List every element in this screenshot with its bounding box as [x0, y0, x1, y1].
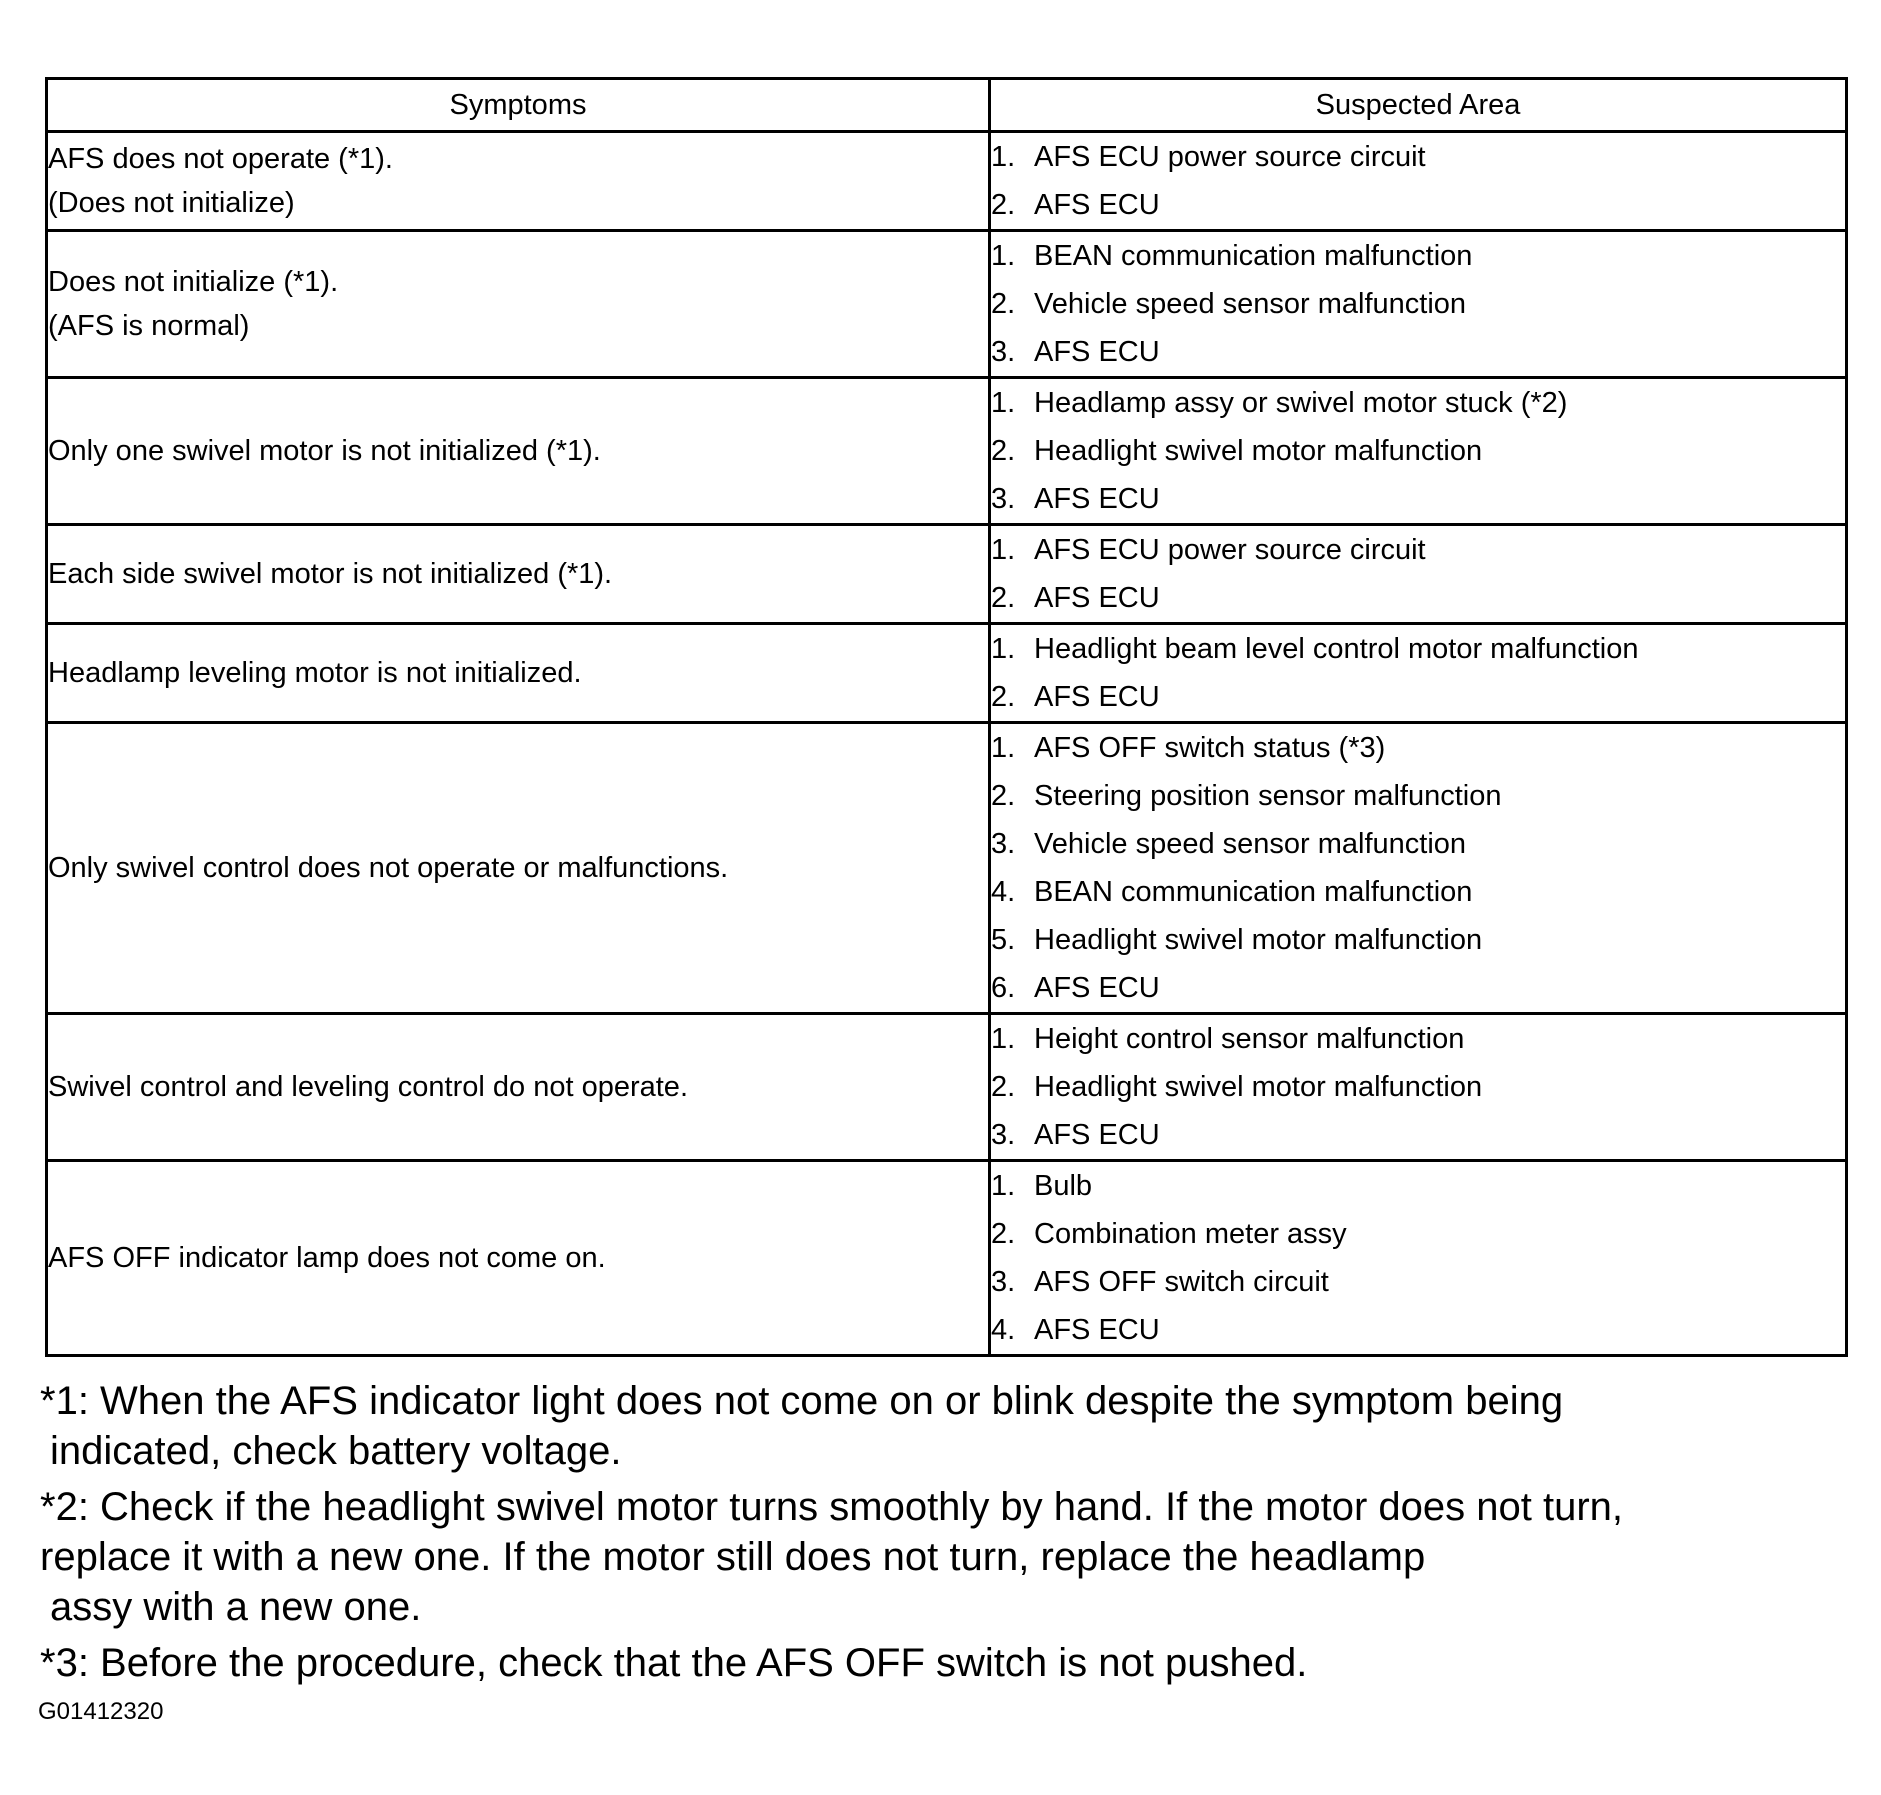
suspected-area-item — [991, 181, 1845, 229]
item-number: 3. — [991, 828, 1016, 860]
symptom-cell — [47, 132, 990, 231]
header-symptoms: Symptoms — [47, 79, 990, 132]
table-row — [47, 723, 1847, 1014]
item-text: BEAN communication malfunction — [1034, 240, 1473, 272]
symptom-text: Swivel control and leveling control do not operate. — [48, 1071, 688, 1103]
symptom-table — [45, 77, 1848, 1357]
item-text: Combination meter assy — [1034, 1218, 1347, 1250]
suspected-area-cell — [990, 624, 1847, 723]
item-text: Vehicle speed sensor malfunction — [1034, 828, 1467, 860]
item-number: 3. — [991, 336, 1016, 368]
item-text: AFS ECU — [1034, 582, 1160, 614]
item-text: Height control sensor malfunction — [1034, 1023, 1465, 1055]
suspected-area-cell — [990, 525, 1847, 624]
symptom-text: (Does not initialize) — [48, 187, 295, 219]
item-number: 5. — [991, 924, 1016, 956]
item-number: 1. — [991, 141, 1016, 173]
suspected-area-item — [991, 1063, 1845, 1111]
item-text: AFS OFF switch status (*3) — [1034, 732, 1386, 764]
table-row — [47, 231, 1847, 378]
suspected-area-item — [991, 232, 1845, 280]
table-row — [47, 624, 1847, 723]
item-text: AFS ECU — [1034, 1119, 1160, 1151]
table-header-row — [47, 79, 1847, 132]
symptom-text: Headlamp leveling motor is not initialized. — [48, 657, 582, 689]
item-number: 4. — [991, 876, 1016, 908]
symptom-text: (AFS is normal) — [48, 310, 250, 342]
item-number: 1. — [991, 633, 1016, 665]
suspected-area-item — [991, 772, 1845, 820]
symptom-text: AFS OFF indicator lamp does not come on. — [48, 1242, 606, 1274]
suspected-area-cell — [990, 1014, 1847, 1161]
table-body — [47, 132, 1847, 1356]
table-row — [47, 378, 1847, 525]
footnote-line: assy with a new one. — [50, 1585, 422, 1629]
figure-id: G01412320 — [38, 1698, 164, 1725]
suspected-area-item — [991, 724, 1845, 772]
suspected-area-item — [991, 916, 1845, 964]
symptom-cell — [47, 624, 990, 723]
symptom-cell — [47, 378, 990, 525]
footnote-line: *2: Check if the headlight swivel motor turns smoothly by hand. If the motor does not turn, — [40, 1485, 1624, 1529]
symptom-cell — [47, 1014, 990, 1161]
item-number: 3. — [991, 483, 1016, 515]
item-number: 2. — [991, 189, 1016, 221]
item-text: Headlight swivel motor malfunction — [1034, 435, 1483, 467]
suspected-area-item — [991, 964, 1845, 1012]
item-number: 3. — [991, 1266, 1016, 1298]
suspected-area-item — [991, 427, 1845, 475]
item-number: 1. — [991, 1170, 1016, 1202]
symptom-cell — [47, 723, 990, 1014]
symptom-cell — [47, 1161, 990, 1356]
item-number: 1. — [991, 1023, 1016, 1055]
footnote — [40, 1482, 1840, 1632]
item-text: AFS OFF switch circuit — [1034, 1266, 1329, 1298]
item-number: 2. — [991, 582, 1016, 614]
symptom-text: Only one swivel motor is not initialized (*1). — [48, 435, 601, 467]
suspected-area-item — [991, 328, 1845, 376]
item-text: Headlight swivel motor malfunction — [1034, 1071, 1483, 1103]
suspected-area-item — [991, 1015, 1845, 1063]
header-suspected-area: Suspected Area — [990, 79, 1847, 132]
item-text: AFS ECU — [1034, 681, 1160, 713]
item-text: Vehicle speed sensor malfunction — [1034, 288, 1467, 320]
suspected-area-item — [991, 1306, 1845, 1354]
suspected-area-item — [991, 1210, 1845, 1258]
item-number: 3. — [991, 1119, 1016, 1151]
suspected-area-item — [991, 526, 1845, 574]
item-number: 1. — [991, 732, 1016, 764]
symptom-text: Each side swivel motor is not initialized (*1). — [48, 558, 613, 590]
item-text: Headlight swivel motor malfunction — [1034, 924, 1483, 956]
suspected-area-item — [991, 625, 1845, 673]
table-row — [47, 1014, 1847, 1161]
footnote-line: indicated, check battery voltage. — [50, 1429, 622, 1473]
table-row — [47, 1161, 1847, 1356]
item-number: 6. — [991, 972, 1016, 1004]
item-text: AFS ECU — [1034, 972, 1160, 1004]
item-text: AFS ECU power source circuit — [1034, 141, 1426, 173]
suspected-area-cell — [990, 378, 1847, 525]
item-number: 1. — [991, 240, 1016, 272]
item-number: 2. — [991, 1218, 1016, 1250]
item-text: BEAN communication malfunction — [1034, 876, 1473, 908]
item-text: AFS ECU — [1034, 483, 1160, 515]
table-row — [47, 132, 1847, 231]
item-text: Headlamp assy or swivel motor stuck (*2) — [1034, 387, 1568, 419]
suspected-area-item — [991, 475, 1845, 523]
footnote — [40, 1638, 1840, 1688]
symptom-cell — [47, 525, 990, 624]
suspected-area-item — [991, 280, 1845, 328]
item-number: 2. — [991, 288, 1016, 320]
item-text: AFS ECU power source circuit — [1034, 534, 1426, 566]
symptom-text: Does not initialize (*1). — [48, 266, 339, 298]
symptom-text: Only swivel control does not operate or malfunctions. — [48, 852, 729, 884]
item-number: 1. — [991, 387, 1016, 419]
suspected-area-item — [991, 868, 1845, 916]
footnote — [40, 1376, 1840, 1476]
suspected-area-item — [991, 1162, 1845, 1210]
table-row — [47, 525, 1847, 624]
item-number: 2. — [991, 780, 1016, 812]
suspected-area-item — [991, 1111, 1845, 1159]
item-number: 2. — [991, 681, 1016, 713]
suspected-area-item — [991, 133, 1845, 181]
item-number: 1. — [991, 534, 1016, 566]
footnotes — [40, 1376, 1840, 1694]
symptom-text: AFS does not operate (*1). — [48, 143, 393, 175]
footnote-line: replace it with a new one. If the motor still does not turn, replace the headlamp — [40, 1535, 1426, 1579]
suspected-area-item — [991, 574, 1845, 622]
item-number: 4. — [991, 1314, 1016, 1346]
suspected-area-item — [991, 820, 1845, 868]
suspected-area-item — [991, 1258, 1845, 1306]
suspected-area-item — [991, 379, 1845, 427]
suspected-area-item — [991, 673, 1845, 721]
item-text: AFS ECU — [1034, 336, 1160, 368]
item-number: 2. — [991, 1071, 1016, 1103]
item-text: AFS ECU — [1034, 1314, 1160, 1346]
item-text: Bulb — [1034, 1170, 1093, 1202]
item-text: Steering position sensor malfunction — [1034, 780, 1502, 812]
suspected-area-cell — [990, 132, 1847, 231]
item-text: Headlight beam level control motor malfunction — [1034, 633, 1639, 665]
item-text: AFS ECU — [1034, 189, 1160, 221]
suspected-area-cell — [990, 1161, 1847, 1356]
item-number: 2. — [991, 435, 1016, 467]
footnote-line: *1: When the AFS indicator light does not come on or blink despite the symptom being — [40, 1379, 1564, 1423]
suspected-area-cell — [990, 231, 1847, 378]
footnote-line: *3: Before the procedure, check that the AFS OFF switch is not pushed. — [40, 1641, 1308, 1685]
suspected-area-cell — [990, 723, 1847, 1014]
symptom-cell — [47, 231, 990, 378]
